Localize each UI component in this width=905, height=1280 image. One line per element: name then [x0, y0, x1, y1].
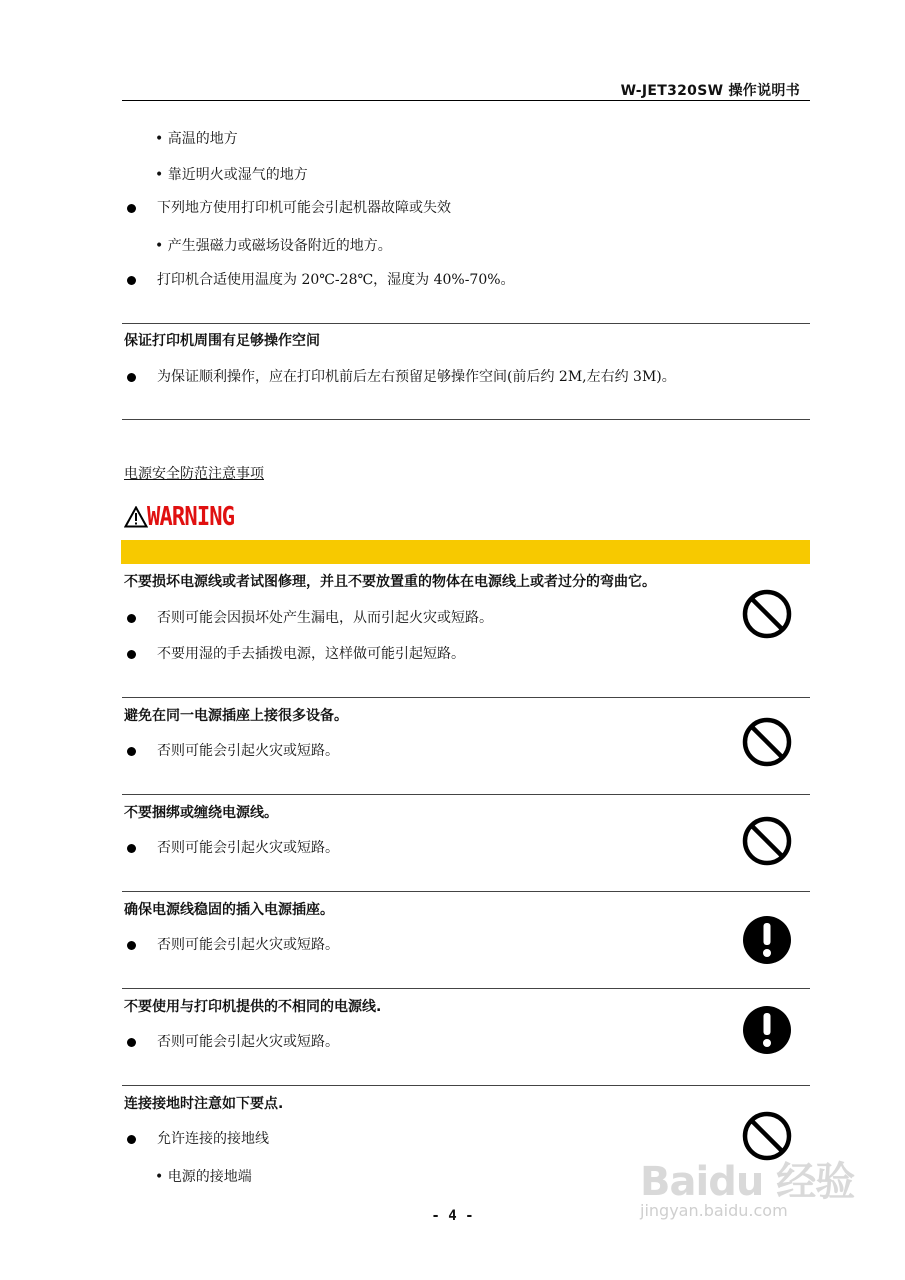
prohibition-icon — [741, 716, 793, 768]
bullet-icon — [127, 941, 136, 950]
header-rule — [122, 100, 810, 101]
document-header-title: W-JET320SW 操作说明书 — [620, 83, 800, 99]
divider — [122, 988, 810, 989]
list-item: 允许连接的接地线 — [157, 1131, 269, 1147]
watermark — [640, 1150, 854, 1220]
item-title: 不要捆绑或缠绕电源线。 — [124, 805, 278, 821]
list-item: 不要用湿的手去插拨电源，这样做可能引起短路。 — [157, 646, 465, 662]
warning-triangle-icon — [124, 506, 148, 528]
divider — [122, 419, 810, 420]
prohibition-icon — [741, 588, 793, 640]
bullet-icon — [127, 747, 136, 756]
mandatory-icon — [741, 914, 793, 966]
divider — [122, 794, 810, 795]
section-heading: 保证打印机周围有足够操作空间 — [124, 333, 320, 349]
divider — [122, 323, 810, 324]
warning-bar — [121, 540, 810, 564]
bullet-icon — [127, 614, 136, 623]
list-item: 否则可能会引起火灾或短路。 — [157, 1034, 339, 1050]
list-item: • 产生强磁力或磁场设备附近的地方。 — [155, 238, 392, 254]
item-title: 避免在同一电源插座上接很多设备。 — [124, 708, 348, 724]
watermark-url: jingyan.baidu.com — [640, 1201, 788, 1220]
divider — [122, 891, 810, 892]
warning-label: WARNING — [147, 502, 235, 532]
list-item: • 高温的地方 — [155, 131, 238, 147]
list-item: • 电源的接地端 — [155, 1169, 252, 1185]
mandatory-icon — [741, 1004, 793, 1056]
list-item: 否则可能会引起火灾或短路。 — [157, 937, 339, 953]
page-number: - 4 - — [431, 1208, 474, 1224]
bullet-icon — [127, 373, 136, 382]
list-item: • 靠近明火或湿气的地方 — [155, 167, 308, 183]
bullet-icon — [127, 650, 136, 659]
bullet-icon — [127, 1038, 136, 1047]
bullet-icon — [127, 276, 136, 285]
watermark-logo: Baidu 经验 — [640, 1159, 855, 1205]
list-item: 为保证顺利操作，应在打印机前后左右预留足够操作空间(前后约 2M,左右约 3M)。 — [157, 369, 676, 385]
item-title: 不要使用与打印机提供的不相同的电源线. — [124, 999, 382, 1015]
list-item: 否则可能会引起火灾或短路。 — [157, 743, 339, 759]
divider — [122, 1085, 810, 1086]
list-item: 否则可能会因损坏处产生漏电，从而引起火灾或短路。 — [157, 610, 493, 626]
item-title: 不要损坏电源线或者试图修理，并且不要放置重的物体在电源线上或者过分的弯曲它。 — [124, 574, 656, 590]
item-title: 确保电源线稳固的插入电源插座。 — [124, 902, 334, 918]
section-title: 电源安全防范注意事项 — [124, 466, 264, 482]
bullet-icon — [127, 204, 136, 213]
item-title: 连接接地时注意如下要点. — [124, 1096, 284, 1112]
list-item: 打印机合适使用温度为 20℃-28℃，湿度为 40%-70%。 — [157, 272, 515, 288]
divider — [122, 697, 810, 698]
list-item: 下列地方使用打印机可能会引起机器故障或失效 — [157, 200, 451, 216]
list-item: 否则可能会引起火灾或短路。 — [157, 840, 339, 856]
bullet-icon — [127, 844, 136, 853]
bullet-icon — [127, 1135, 136, 1144]
prohibition-icon — [741, 815, 793, 867]
